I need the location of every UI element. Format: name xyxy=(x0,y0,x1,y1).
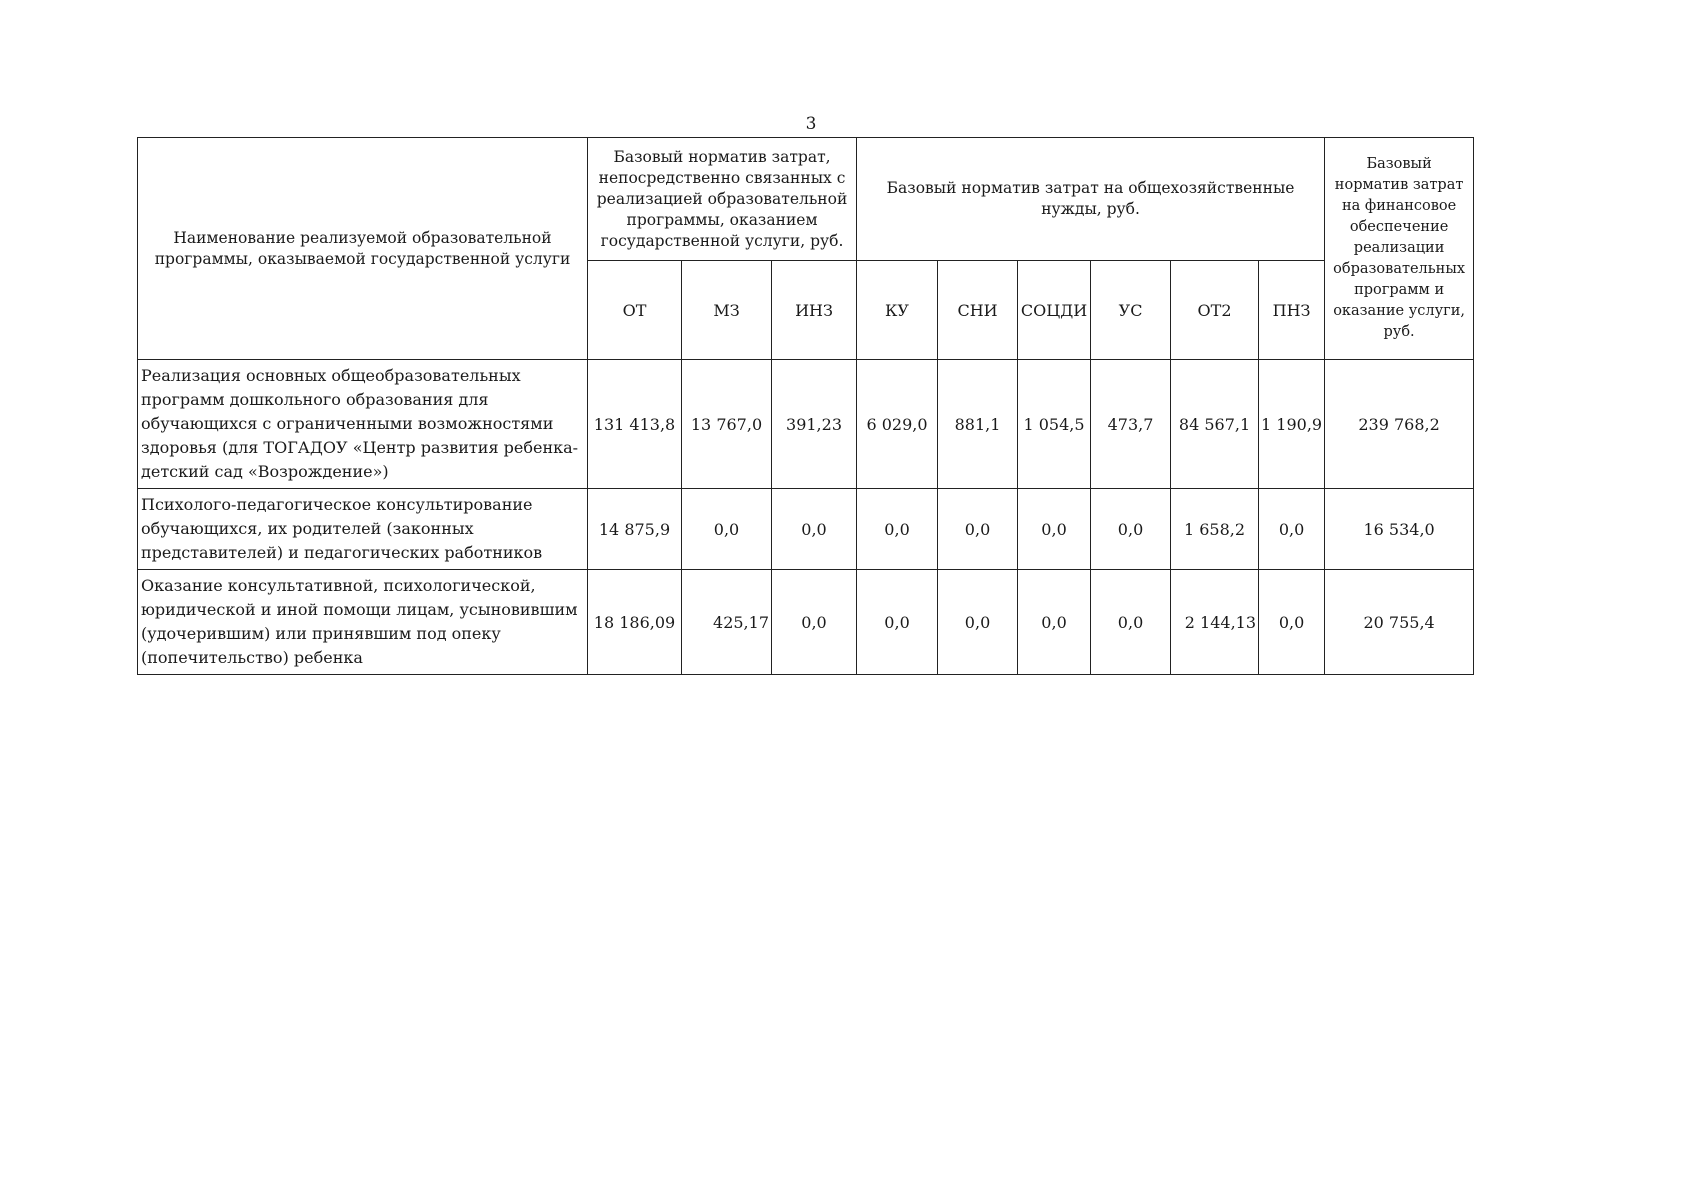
table-row xyxy=(138,489,1474,570)
header-code-ot2: ОТ2 xyxy=(1171,261,1259,360)
cell-ot: 131 413,8 xyxy=(588,360,682,489)
header-code-ot: ОТ xyxy=(588,261,682,360)
cell-socdi: 0,0 xyxy=(1018,570,1091,675)
cost-norm-table xyxy=(137,137,1474,675)
cell-mz: 13 767,0 xyxy=(682,360,772,489)
cell-socdi: 1 054,5 xyxy=(1018,360,1091,489)
header-code-ku: КУ xyxy=(857,261,938,360)
cell-sni: 0,0 xyxy=(938,489,1018,570)
cell-total: 16 534,0 xyxy=(1325,489,1474,570)
header-code-mz: МЗ xyxy=(682,261,772,360)
header-total-column: Базовый норматив затрат на финансовое обеспечение реализации образовательных программ и оказание услуги, руб. xyxy=(1325,138,1474,360)
cell-pnz: 0,0 xyxy=(1259,489,1325,570)
cell-ku: 6 029,0 xyxy=(857,360,938,489)
page-number: 3 xyxy=(805,114,817,134)
cell-socdi: 0,0 xyxy=(1018,489,1091,570)
row-service-name: Оказание консультативной, психологической, юридической и иной помощи лицам, усыновившим (удочерившим) или принявшим под опеку (попечительство) ребенка xyxy=(138,570,588,675)
cell-ot2: 84 567,1 xyxy=(1171,360,1259,489)
cell-inz: 0,0 xyxy=(772,570,857,675)
cell-ku: 0,0 xyxy=(857,489,938,570)
cell-ku: 0,0 xyxy=(857,570,938,675)
cell-mz: 0,0 xyxy=(682,489,772,570)
cell-mz: 425,17 xyxy=(682,570,772,675)
cell-us: 0,0 xyxy=(1091,489,1171,570)
cell-total: 20 755,4 xyxy=(1325,570,1474,675)
cell-us: 473,7 xyxy=(1091,360,1171,489)
cell-sni: 881,1 xyxy=(938,360,1018,489)
header-general-costs-group: Базовый норматив затрат на общехозяйственные нужды, руб. xyxy=(857,138,1325,261)
header-code-inz: ИНЗ xyxy=(772,261,857,360)
cell-pnz: 1 190,9 xyxy=(1259,360,1325,489)
header-name-column: Наименование реализуемой образовательной программы, оказываемой государственной услуги xyxy=(138,138,588,360)
header-direct-costs-group: Базовый норматив затрат, непосредственно связанных с реализацией образовательной программы, оказанием государственной услуги, руб. xyxy=(588,138,857,261)
cell-ot: 14 875,9 xyxy=(588,489,682,570)
cell-ot2: 2 144,13 xyxy=(1171,570,1259,675)
cell-sni: 0,0 xyxy=(938,570,1018,675)
header-row-groups xyxy=(138,138,1474,261)
header-code-sni: СНИ xyxy=(938,261,1018,360)
cell-ot2: 1 658,2 xyxy=(1171,489,1259,570)
cell-inz: 391,23 xyxy=(772,360,857,489)
table-row xyxy=(138,570,1474,675)
table-row xyxy=(138,360,1474,489)
cell-ot: 18 186,09 xyxy=(588,570,682,675)
row-service-name: Психолого-педагогическое консультирование обучающихся, их родителей (законных представителей) и педагогических работников xyxy=(138,489,588,570)
cell-inz: 0,0 xyxy=(772,489,857,570)
cell-us: 0,0 xyxy=(1091,570,1171,675)
header-code-socdi: СОЦДИ xyxy=(1018,261,1091,360)
cell-total: 239 768,2 xyxy=(1325,360,1474,489)
cell-pnz: 0,0 xyxy=(1259,570,1325,675)
row-service-name: Реализация основных общеобразовательных программ дошкольного образования для обучающихся с ограниченными возможностями здоровья (для ТОГАДОУ «Центр развития ребенка-детский сад «Возрождение») xyxy=(138,360,588,489)
header-code-pnz: ПНЗ xyxy=(1259,261,1325,360)
header-code-us: УС xyxy=(1091,261,1171,360)
